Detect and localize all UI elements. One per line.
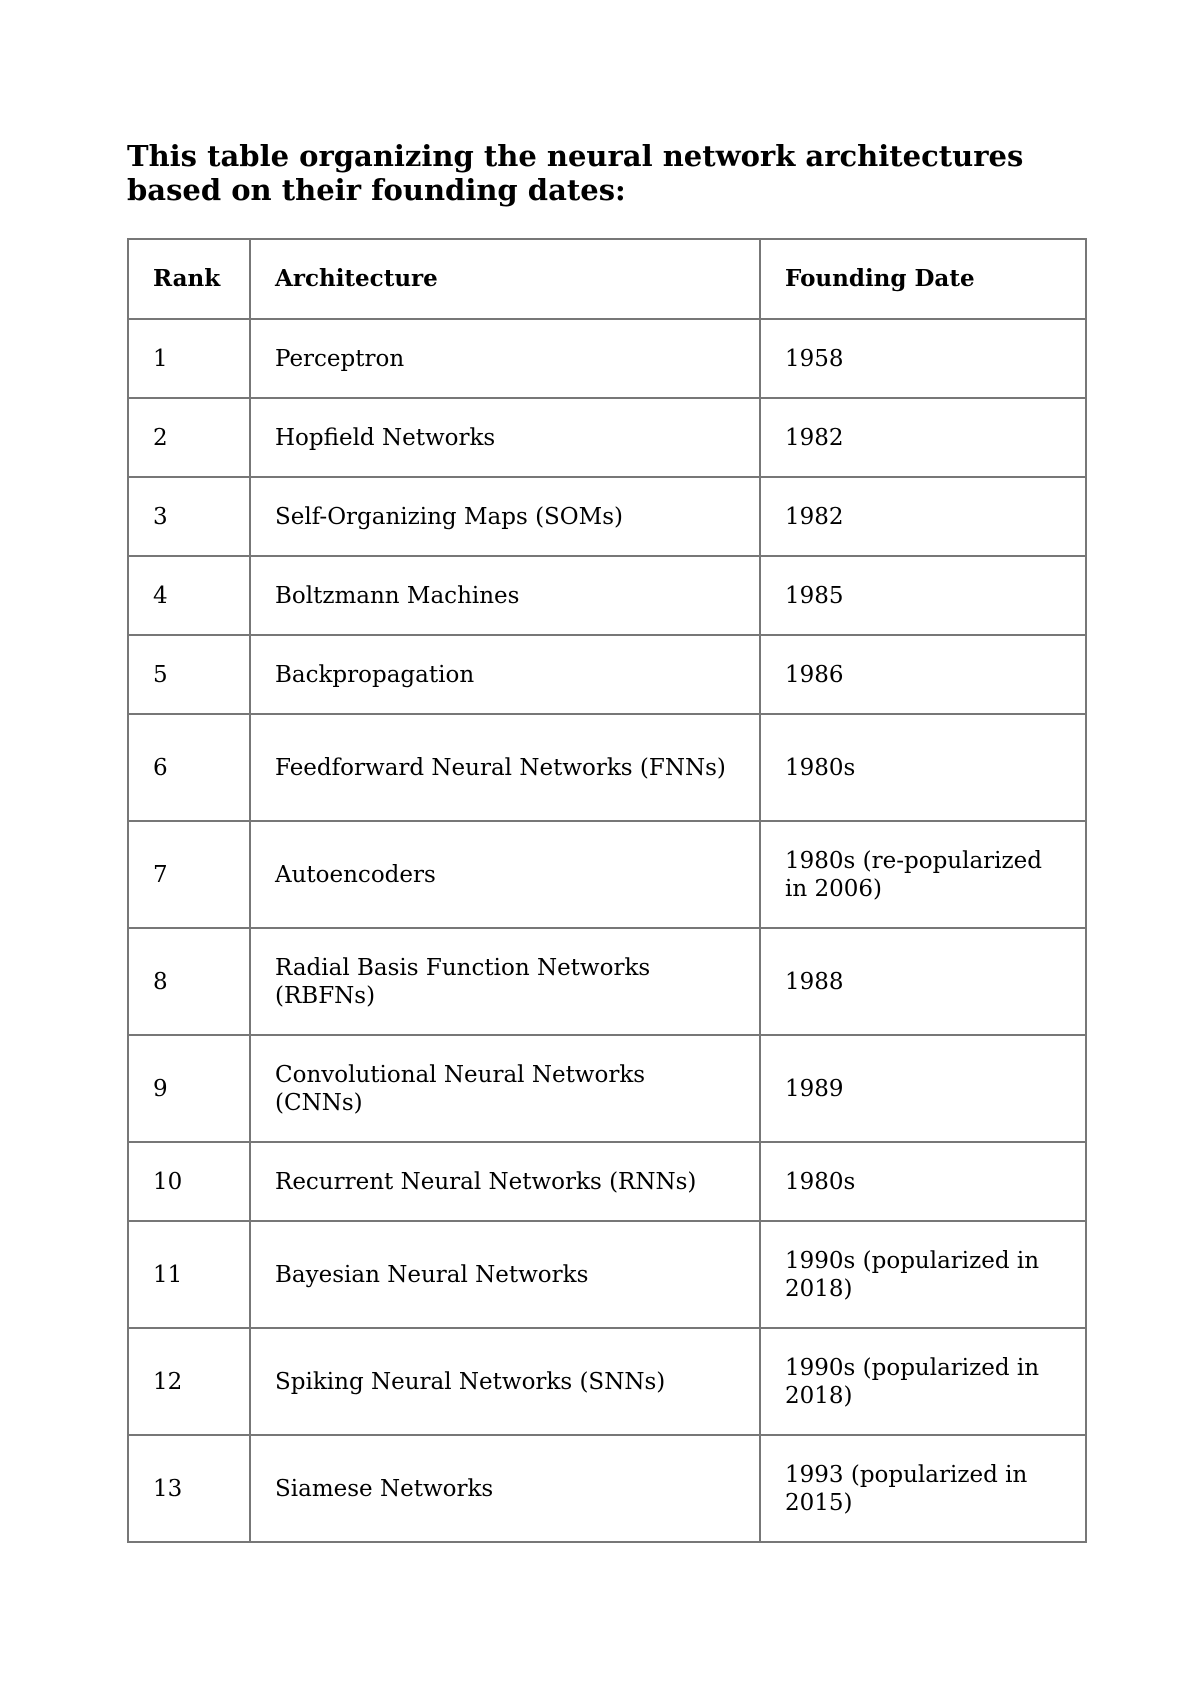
rank-cell: 13	[128, 1435, 250, 1542]
founding-date-cell: 1986	[760, 635, 1086, 714]
table-row	[128, 635, 1086, 714]
table-row	[128, 319, 1086, 398]
founding-date-cell: 1990s (popularized in 2018)	[760, 1221, 1086, 1328]
rank-cell: 2	[128, 398, 250, 477]
header-architecture: Architecture	[250, 239, 760, 319]
founding-date-cell: 1989	[760, 1035, 1086, 1142]
founding-date-cell: 1980s	[760, 714, 1086, 821]
table-row	[128, 1435, 1086, 1542]
founding-date-cell: 1958	[760, 319, 1086, 398]
table-row	[128, 477, 1086, 556]
header-founding-date: Founding Date	[760, 239, 1086, 319]
founding-date-cell: 1988	[760, 928, 1086, 1035]
header-rank: Rank	[128, 239, 250, 319]
architecture-cell: Self-Organizing Maps (SOMs)	[250, 477, 760, 556]
rank-cell: 9	[128, 1035, 250, 1142]
architecture-table	[127, 238, 1087, 1543]
table-row	[128, 398, 1086, 477]
table-row	[128, 928, 1086, 1035]
founding-date-cell: 1990s (popularized in 2018)	[760, 1328, 1086, 1435]
rank-cell: 6	[128, 714, 250, 821]
architecture-cell: Spiking Neural Networks (SNNs)	[250, 1328, 760, 1435]
table-row	[128, 1221, 1086, 1328]
rank-cell: 8	[128, 928, 250, 1035]
founding-date-cell: 1993 (popularized in 2015)	[760, 1435, 1086, 1542]
table-row	[128, 714, 1086, 821]
page-title: This table organizing the neural network architectures based on their founding dates:	[127, 139, 1024, 207]
founding-date-cell: 1980s	[760, 1142, 1086, 1221]
founding-date-cell: 1980s (re-popularized in 2006)	[760, 821, 1086, 928]
architecture-cell: Backpropagation	[250, 635, 760, 714]
architecture-cell: Bayesian Neural Networks	[250, 1221, 760, 1328]
rank-cell: 4	[128, 556, 250, 635]
rank-cell: 7	[128, 821, 250, 928]
architecture-cell: Radial Basis Function Networks (RBFNs)	[250, 928, 760, 1035]
table-row	[128, 1328, 1086, 1435]
rank-cell: 3	[128, 477, 250, 556]
table-header-row	[128, 239, 1086, 319]
architecture-cell: Siamese Networks	[250, 1435, 760, 1542]
architecture-cell: Recurrent Neural Networks (RNNs)	[250, 1142, 760, 1221]
architecture-cell: Feedforward Neural Networks (FNNs)	[250, 714, 760, 821]
table-row	[128, 1142, 1086, 1221]
architecture-cell: Boltzmann Machines	[250, 556, 760, 635]
architecture-cell: Convolutional Neural Networks (CNNs)	[250, 1035, 760, 1142]
table-row	[128, 821, 1086, 928]
founding-date-cell: 1982	[760, 398, 1086, 477]
rank-cell: 1	[128, 319, 250, 398]
rank-cell: 11	[128, 1221, 250, 1328]
architecture-cell: Hopfield Networks	[250, 398, 760, 477]
rank-cell: 5	[128, 635, 250, 714]
rank-cell: 12	[128, 1328, 250, 1435]
founding-date-cell: 1982	[760, 477, 1086, 556]
architecture-cell: Perceptron	[250, 319, 760, 398]
architecture-cell: Autoencoders	[250, 821, 760, 928]
table-row	[128, 556, 1086, 635]
founding-date-cell: 1985	[760, 556, 1086, 635]
rank-cell: 10	[128, 1142, 250, 1221]
table-row	[128, 1035, 1086, 1142]
